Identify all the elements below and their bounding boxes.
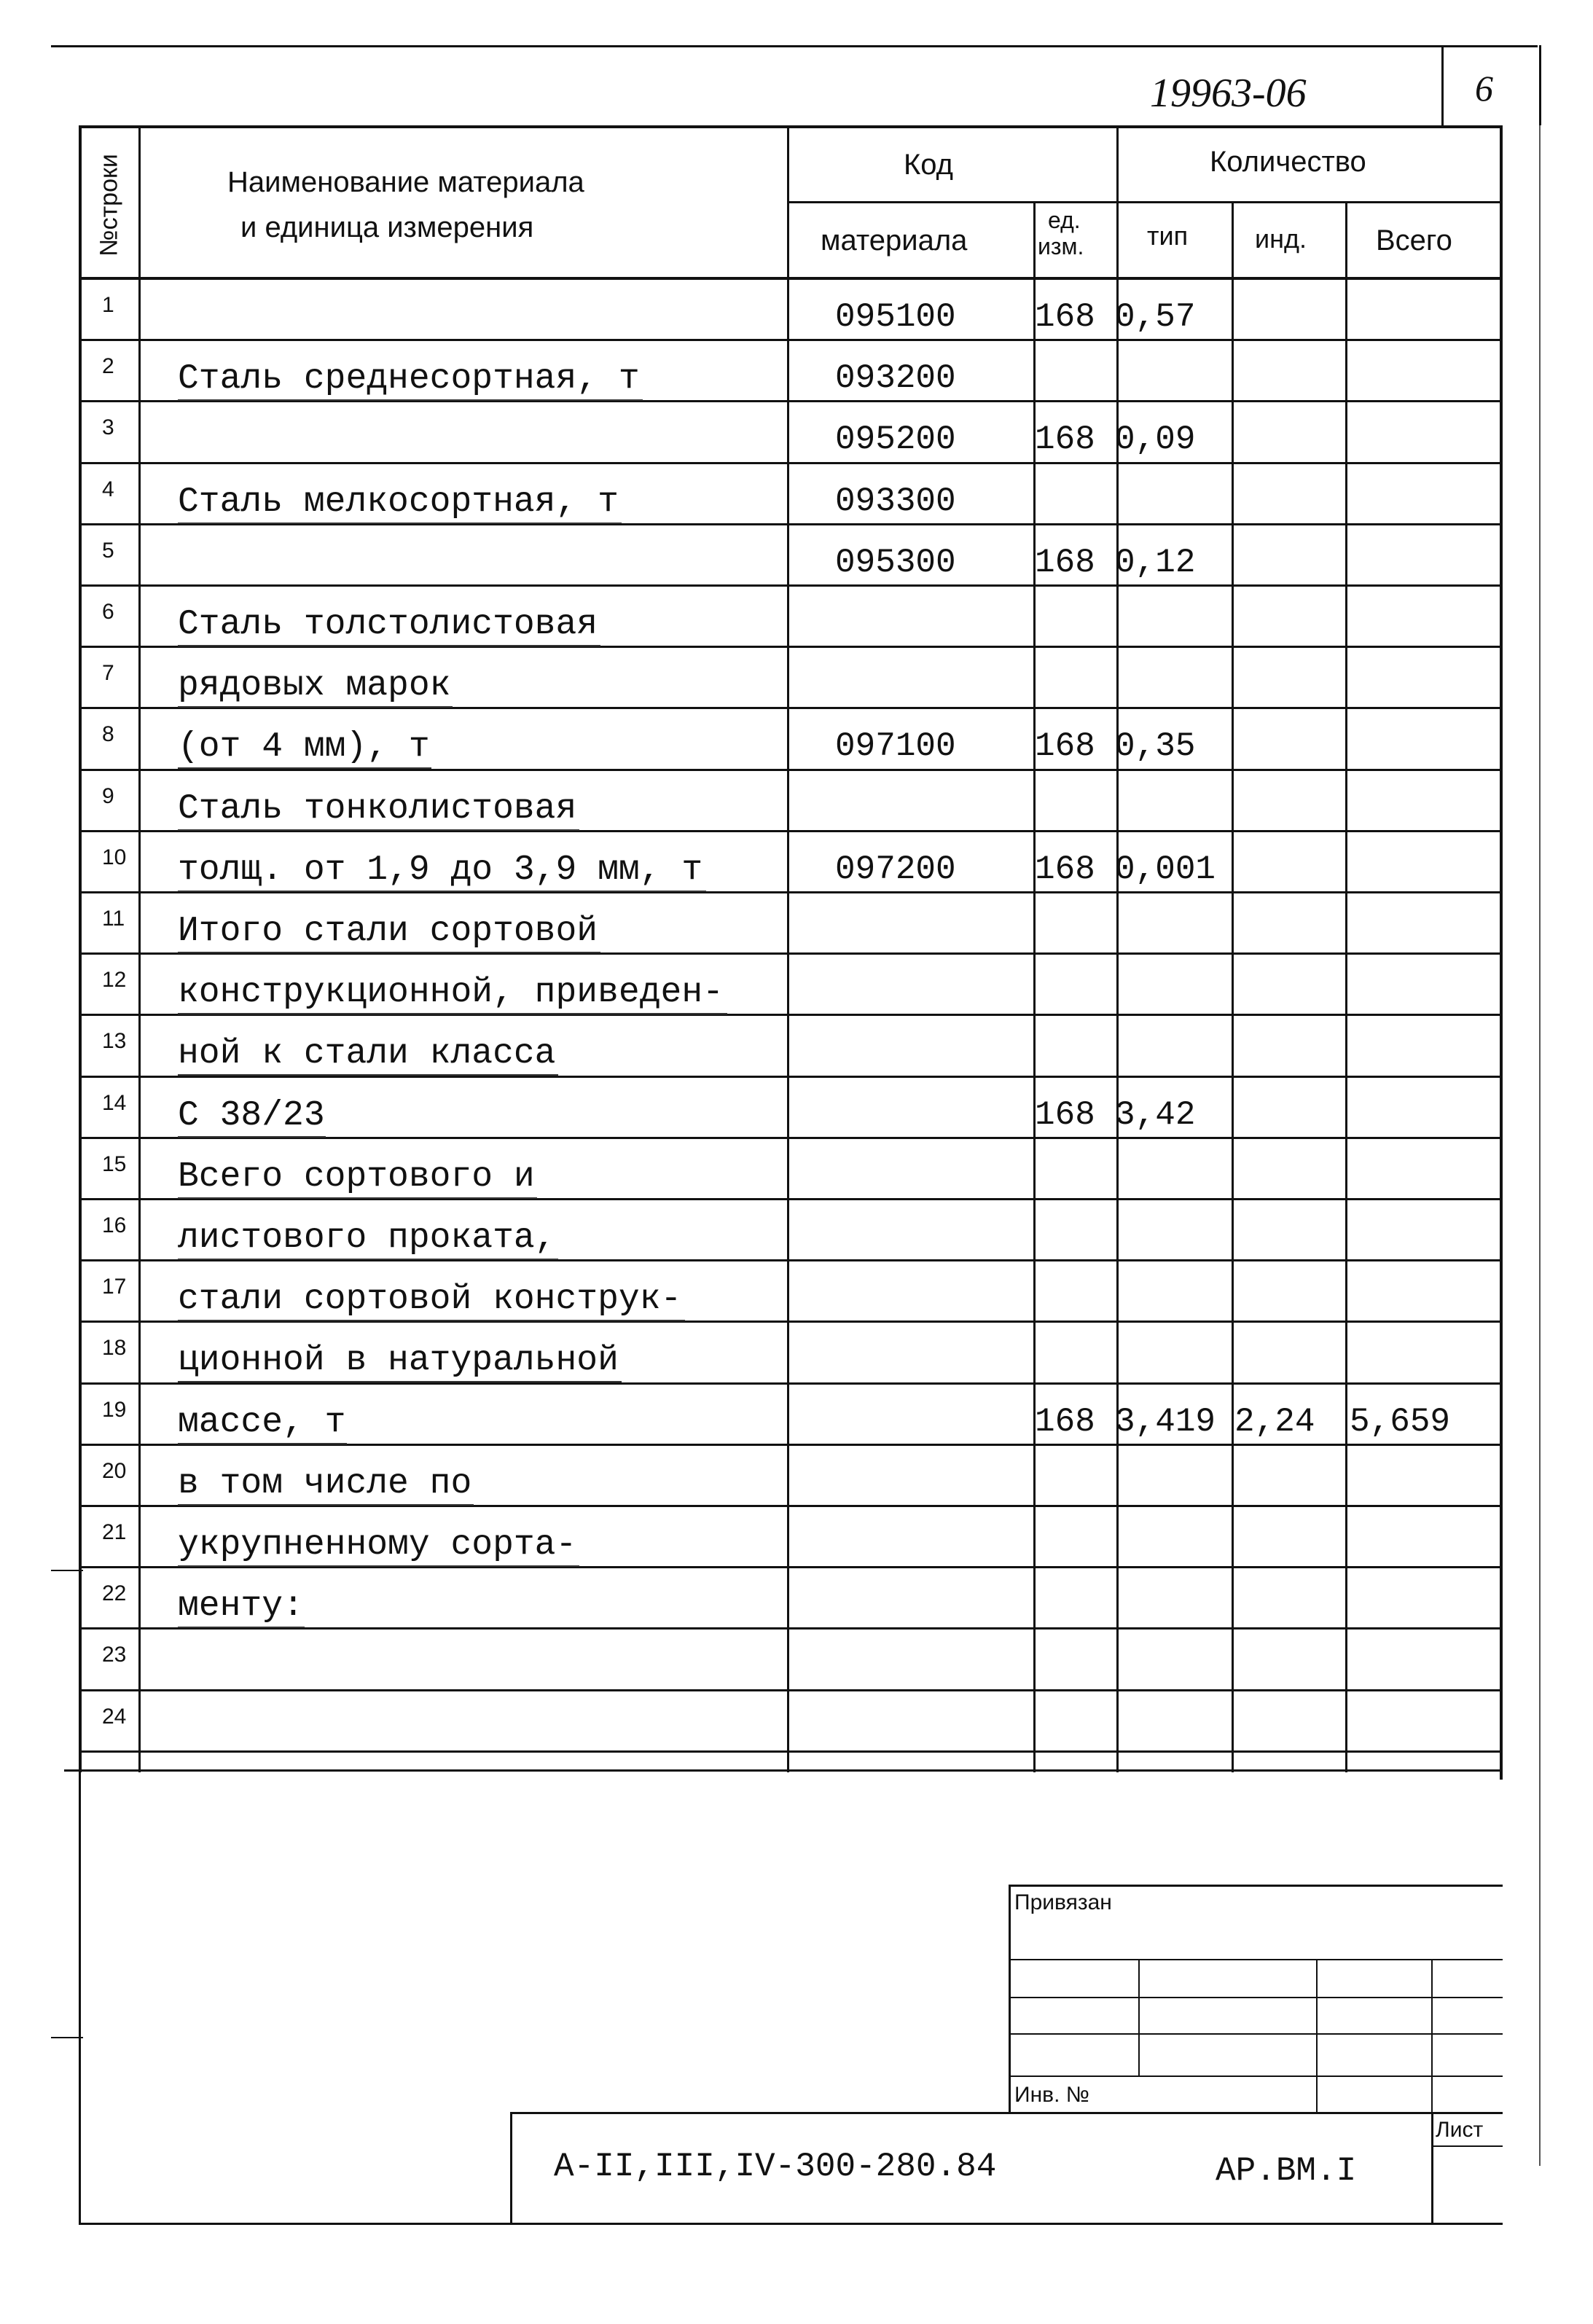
- name-underline: [178, 1259, 558, 1260]
- row-number: 21: [102, 1520, 127, 1544]
- document-code: А-II,III,IV-300-280.84: [554, 2148, 997, 2186]
- quantity-type: 3,419: [1115, 1403, 1216, 1441]
- row-number: 5: [102, 539, 114, 563]
- material-name: укрупненному сорта-: [178, 1525, 577, 1565]
- unit-code: 168: [1035, 1096, 1095, 1134]
- name-underline: [178, 1381, 622, 1382]
- material-name-header: Наименование материала: [227, 166, 584, 198]
- document-number: 19963-06: [1150, 71, 1307, 116]
- row-number: 17: [102, 1275, 127, 1299]
- row-separator: [79, 1382, 1503, 1385]
- quantity-type: 3,42: [1115, 1096, 1196, 1134]
- material-code: 095300: [835, 544, 956, 582]
- quantity-individual-header: инд.: [1255, 224, 1307, 254]
- row-number: 20: [102, 1459, 127, 1483]
- material-name: С 38/23: [178, 1096, 325, 1135]
- material-name: ционной в натуральной: [178, 1341, 619, 1380]
- material-name: рядовых марок: [178, 666, 451, 705]
- row-separator: [79, 339, 1503, 341]
- quantity-header: Количество: [1210, 146, 1366, 178]
- name-underline: [178, 891, 706, 892]
- row-number: 22: [102, 1581, 127, 1605]
- row-separator: [79, 1076, 1503, 1078]
- material-name: Сталь среднесортная, т: [178, 359, 640, 399]
- material-code: 097200: [835, 850, 956, 888]
- quantity-total: 5,659: [1350, 1403, 1451, 1441]
- row-number-header: №строки: [95, 154, 123, 257]
- material-name: массе, т: [178, 1403, 346, 1442]
- material-code: 093200: [835, 359, 956, 397]
- material-name: Сталь тонколистовая: [178, 789, 577, 829]
- code-material-header: материала: [821, 224, 968, 257]
- inventory-number-label: Инв. №: [1014, 2083, 1089, 2107]
- code-unit-header-line2: изм.: [1038, 233, 1084, 259]
- material-name: ной к стали класса: [178, 1034, 556, 1073]
- material-name: конструкционной, приведен-: [178, 973, 724, 1012]
- material-code: 095100: [835, 298, 956, 336]
- material-name: стали сортовой конструк-: [178, 1280, 682, 1319]
- row-number: 8: [102, 722, 114, 746]
- row-number: 7: [102, 661, 114, 685]
- name-underline: [178, 767, 431, 769]
- row-number: 11: [102, 907, 125, 931]
- row-number: 19: [102, 1398, 127, 1422]
- unit-code: 168: [1035, 298, 1095, 336]
- row-number: 6: [102, 600, 114, 624]
- material-name: Всего сортового и: [178, 1157, 535, 1197]
- row-separator: [79, 1750, 1503, 1753]
- name-underline: [178, 706, 453, 708]
- row-number: 12: [102, 968, 127, 992]
- material-name: Итого стали сортовой: [178, 912, 598, 951]
- code-unit-header-line1: ед.: [1048, 207, 1081, 233]
- row-separator: [79, 462, 1503, 464]
- row-number: 9: [102, 784, 114, 808]
- row-number: 14: [102, 1091, 127, 1115]
- unit-code: 168: [1035, 727, 1095, 765]
- material-code: 095200: [835, 420, 956, 458]
- quantity-type: 0,35: [1115, 727, 1196, 765]
- quantity-total-header: Всего: [1376, 224, 1452, 257]
- row-number: 10: [102, 845, 127, 869]
- row-number: 15: [102, 1152, 127, 1176]
- row-number: 1: [102, 293, 114, 317]
- unit-code: 168: [1035, 420, 1095, 458]
- name-underline: [178, 1136, 326, 1138]
- material-name: листового проката,: [178, 1218, 556, 1258]
- row-number: 24: [102, 1705, 127, 1729]
- material-name: Сталь мелкосортная, т: [178, 482, 619, 522]
- row-number: 2: [102, 354, 114, 378]
- quantity-type: 0,57: [1115, 298, 1196, 336]
- material-name: в том числе по: [178, 1464, 472, 1503]
- material-name: (от 4 мм), т: [178, 727, 430, 767]
- unit-code: 168: [1035, 544, 1095, 582]
- row-number: 18: [102, 1336, 127, 1360]
- name-underline: [178, 1197, 537, 1199]
- material-name: менту:: [178, 1586, 304, 1626]
- name-underline: [178, 829, 579, 831]
- row-separator: [79, 584, 1503, 587]
- material-code: 093300: [835, 482, 956, 520]
- name-underline: [178, 1504, 474, 1506]
- quantity-type: 0,09: [1115, 420, 1196, 458]
- row-number: 23: [102, 1643, 127, 1667]
- quantity-type: 0,12: [1115, 544, 1196, 582]
- name-underline: [178, 952, 600, 953]
- row-number: 4: [102, 477, 114, 501]
- unit-of-measure-header: и единица измерения: [240, 211, 534, 243]
- name-underline: [178, 645, 600, 646]
- row-number: 13: [102, 1029, 127, 1053]
- row-separator: [79, 769, 1503, 771]
- unit-code: 168: [1035, 850, 1095, 888]
- row-number: 3: [102, 415, 114, 439]
- material-name: толщ. от 1,9 до 3,9 мм, т: [178, 850, 703, 890]
- name-underline: [178, 1565, 579, 1567]
- row-number: 16: [102, 1213, 127, 1237]
- name-underline: [178, 1443, 347, 1444]
- name-underline: [178, 1320, 685, 1321]
- sheet-number: 6: [1475, 68, 1493, 109]
- material-name: Сталь толстолистовая: [178, 605, 598, 644]
- quantity-type: 0,001: [1115, 850, 1216, 888]
- row-separator: [79, 1689, 1503, 1691]
- material-code: 097100: [835, 727, 956, 765]
- album-code: АР.ВМ.I: [1216, 2152, 1357, 2190]
- unit-code: 168: [1035, 1403, 1095, 1441]
- name-underline: [178, 399, 643, 401]
- name-underline: [178, 523, 622, 524]
- name-underline: [178, 1074, 558, 1076]
- name-underline: [178, 1013, 727, 1014]
- code-header: Код: [904, 149, 954, 181]
- bound-label: Привязан: [1014, 1890, 1112, 1914]
- sheet-label: Лист: [1436, 2118, 1484, 2142]
- quantity-individual: 2,24: [1234, 1403, 1315, 1441]
- quantity-type-header: тип: [1147, 221, 1189, 251]
- name-underline: [178, 1627, 305, 1628]
